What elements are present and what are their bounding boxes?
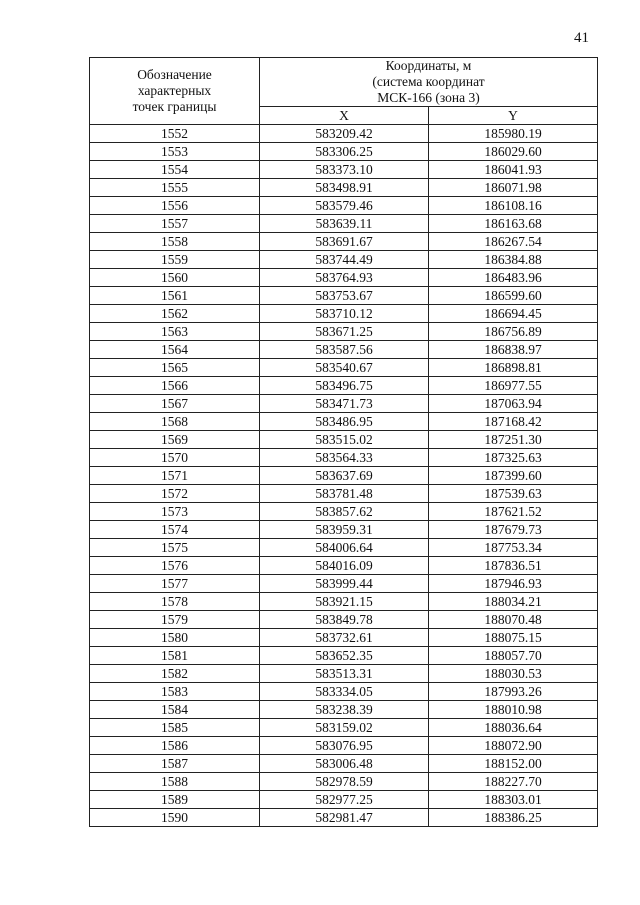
x-coordinate-cell: 583732.61: [260, 629, 429, 647]
x-coordinate-cell: 583849.78: [260, 611, 429, 629]
point-id-cell: 1567: [90, 395, 260, 413]
point-id-cell: 1571: [90, 467, 260, 485]
table-row: [90, 143, 598, 161]
table-row: [90, 467, 598, 485]
x-coordinate-cell: 583579.46: [260, 197, 429, 215]
point-id-cell: 1558: [90, 233, 260, 251]
y-coordinate-cell: 186029.60: [429, 143, 598, 161]
table-row: [90, 539, 598, 557]
table-row: [90, 161, 598, 179]
x-coordinate-cell: 583513.31: [260, 665, 429, 683]
y-coordinate-cell: 187679.73: [429, 521, 598, 539]
table-row: [90, 377, 598, 395]
x-coordinate-cell: 583710.12: [260, 305, 429, 323]
x-coordinate-cell: 583006.48: [260, 755, 429, 773]
header-point-line: Обозначение: [137, 67, 212, 82]
y-coordinate-cell: 188010.98: [429, 701, 598, 719]
table-row: [90, 665, 598, 683]
table-row: [90, 125, 598, 143]
y-coordinate-cell: 186108.16: [429, 197, 598, 215]
point-id-cell: 1553: [90, 143, 260, 161]
point-id-cell: 1579: [90, 611, 260, 629]
table-row: [90, 251, 598, 269]
y-coordinate-cell: 188072.90: [429, 737, 598, 755]
x-coordinate-cell: 583334.05: [260, 683, 429, 701]
table-row: [90, 791, 598, 809]
y-coordinate-cell: 187325.63: [429, 449, 598, 467]
point-id-cell: 1578: [90, 593, 260, 611]
table-row: [90, 593, 598, 611]
x-coordinate-cell: 583639.11: [260, 215, 429, 233]
table-row: [90, 503, 598, 521]
y-coordinate-cell: 187946.93: [429, 575, 598, 593]
x-coordinate-cell: 583498.91: [260, 179, 429, 197]
x-coordinate-cell: 583587.56: [260, 341, 429, 359]
x-coordinate-cell: 583471.73: [260, 395, 429, 413]
x-coordinate-cell: 583671.25: [260, 323, 429, 341]
x-coordinate-cell: 583691.67: [260, 233, 429, 251]
x-coordinate-cell: 583564.33: [260, 449, 429, 467]
y-coordinate-cell: 188075.15: [429, 629, 598, 647]
table-row: [90, 197, 598, 215]
table-row: [90, 305, 598, 323]
x-coordinate-cell: 583306.25: [260, 143, 429, 161]
point-id-cell: 1564: [90, 341, 260, 359]
table-row: [90, 683, 598, 701]
table-row: [90, 359, 598, 377]
point-id-cell: 1589: [90, 791, 260, 809]
y-coordinate-cell: 186898.81: [429, 359, 598, 377]
y-coordinate-cell: 188152.00: [429, 755, 598, 773]
point-id-cell: 1554: [90, 161, 260, 179]
x-coordinate-cell: 583921.15: [260, 593, 429, 611]
x-coordinate-cell: 583999.44: [260, 575, 429, 593]
y-coordinate-cell: 187993.26: [429, 683, 598, 701]
table-row: [90, 179, 598, 197]
point-id-cell: 1582: [90, 665, 260, 683]
point-id-cell: 1588: [90, 773, 260, 791]
point-id-cell: 1569: [90, 431, 260, 449]
y-coordinate-cell: 187621.52: [429, 503, 598, 521]
x-coordinate-cell: 583857.62: [260, 503, 429, 521]
header-point-line: точек границы: [132, 99, 217, 114]
point-id-cell: 1563: [90, 323, 260, 341]
y-coordinate-cell: 188227.70: [429, 773, 598, 791]
point-id-cell: 1559: [90, 251, 260, 269]
table-row: [90, 395, 598, 413]
table-row: [90, 629, 598, 647]
x-coordinate-cell: 583637.69: [260, 467, 429, 485]
table-row: [90, 449, 598, 467]
point-id-cell: 1575: [90, 539, 260, 557]
y-coordinate-cell: 187753.34: [429, 539, 598, 557]
header-group-line: МСК-166 (зона 3): [377, 90, 480, 105]
x-coordinate-cell: 584016.09: [260, 557, 429, 575]
y-coordinate-cell: 186756.89: [429, 323, 598, 341]
header-group-line: Координаты, м: [385, 58, 472, 73]
y-coordinate-cell: 187251.30: [429, 431, 598, 449]
table-row: [90, 701, 598, 719]
y-coordinate-cell: 187168.42: [429, 413, 598, 431]
point-id-cell: 1590: [90, 809, 260, 827]
point-id-cell: 1561: [90, 287, 260, 305]
x-coordinate-cell: 583159.02: [260, 719, 429, 737]
table-body: [90, 125, 598, 827]
header-x: X: [260, 107, 429, 125]
y-coordinate-cell: 186041.93: [429, 161, 598, 179]
y-coordinate-cell: 185980.19: [429, 125, 598, 143]
table-row: [90, 755, 598, 773]
page-number: 41: [574, 30, 589, 46]
table-row: [90, 287, 598, 305]
y-coordinate-cell: 186483.96: [429, 269, 598, 287]
table-row: [90, 413, 598, 431]
y-coordinate-cell: 187836.51: [429, 557, 598, 575]
x-coordinate-cell: 583652.35: [260, 647, 429, 665]
x-coordinate-cell: 583744.49: [260, 251, 429, 269]
table-row: [90, 521, 598, 539]
x-coordinate-cell: 583764.93: [260, 269, 429, 287]
y-coordinate-cell: 187539.63: [429, 485, 598, 503]
point-id-cell: 1587: [90, 755, 260, 773]
table-row: [90, 269, 598, 287]
y-coordinate-cell: 188057.70: [429, 647, 598, 665]
table-row: [90, 575, 598, 593]
x-coordinate-cell: 583076.95: [260, 737, 429, 755]
x-coordinate-cell: 583238.39: [260, 701, 429, 719]
y-coordinate-cell: 186384.88: [429, 251, 598, 269]
header-point-designation: [90, 58, 260, 125]
point-id-cell: 1566: [90, 377, 260, 395]
point-id-cell: 1552: [90, 125, 260, 143]
header-y: Y: [429, 107, 598, 125]
table-row: [90, 341, 598, 359]
point-id-cell: 1574: [90, 521, 260, 539]
y-coordinate-cell: 186163.68: [429, 215, 598, 233]
table-row: [90, 323, 598, 341]
y-coordinate-cell: 186599.60: [429, 287, 598, 305]
header-coordinates-group: [260, 58, 598, 107]
y-coordinate-cell: 188303.01: [429, 791, 598, 809]
table-row: [90, 431, 598, 449]
point-id-cell: 1565: [90, 359, 260, 377]
point-id-cell: 1577: [90, 575, 260, 593]
x-coordinate-cell: 582977.25: [260, 791, 429, 809]
table-row: [90, 773, 598, 791]
table-header: [90, 58, 598, 125]
x-coordinate-cell: 583781.48: [260, 485, 429, 503]
point-id-cell: 1562: [90, 305, 260, 323]
point-id-cell: 1573: [90, 503, 260, 521]
header-row-top: [90, 58, 598, 107]
x-coordinate-cell: 583209.42: [260, 125, 429, 143]
point-id-cell: 1585: [90, 719, 260, 737]
coordinates-table: [89, 57, 598, 827]
table-row: [90, 737, 598, 755]
point-id-cell: 1568: [90, 413, 260, 431]
point-id-cell: 1555: [90, 179, 260, 197]
y-coordinate-cell: 187063.94: [429, 395, 598, 413]
table-row: [90, 485, 598, 503]
y-coordinate-cell: 186838.97: [429, 341, 598, 359]
x-coordinate-cell: 583486.95: [260, 413, 429, 431]
x-coordinate-cell: 583540.67: [260, 359, 429, 377]
table-row: [90, 647, 598, 665]
point-id-cell: 1570: [90, 449, 260, 467]
point-id-cell: 1580: [90, 629, 260, 647]
table-row: [90, 215, 598, 233]
x-coordinate-cell: 583959.31: [260, 521, 429, 539]
y-coordinate-cell: 186694.45: [429, 305, 598, 323]
y-coordinate-cell: 188386.25: [429, 809, 598, 827]
x-coordinate-cell: 583515.02: [260, 431, 429, 449]
x-coordinate-cell: 582981.47: [260, 809, 429, 827]
point-id-cell: 1557: [90, 215, 260, 233]
x-coordinate-cell: 583753.67: [260, 287, 429, 305]
x-coordinate-cell: 582978.59: [260, 773, 429, 791]
table-row: [90, 611, 598, 629]
point-id-cell: 1576: [90, 557, 260, 575]
point-id-cell: 1584: [90, 701, 260, 719]
table-row: [90, 233, 598, 251]
table-row: [90, 719, 598, 737]
x-coordinate-cell: 583373.10: [260, 161, 429, 179]
y-coordinate-cell: 187399.60: [429, 467, 598, 485]
point-id-cell: 1556: [90, 197, 260, 215]
table-row: [90, 557, 598, 575]
point-id-cell: 1583: [90, 683, 260, 701]
header-group-line: (система координат: [372, 74, 485, 89]
y-coordinate-cell: 188070.48: [429, 611, 598, 629]
table-row: [90, 809, 598, 827]
x-coordinate-cell: 584006.64: [260, 539, 429, 557]
y-coordinate-cell: 188030.53: [429, 665, 598, 683]
y-coordinate-cell: 188036.64: [429, 719, 598, 737]
y-coordinate-cell: 186267.54: [429, 233, 598, 251]
point-id-cell: 1572: [90, 485, 260, 503]
point-id-cell: 1560: [90, 269, 260, 287]
y-coordinate-cell: 186977.55: [429, 377, 598, 395]
header-point-line: характерных: [137, 83, 212, 98]
y-coordinate-cell: 186071.98: [429, 179, 598, 197]
point-id-cell: 1586: [90, 737, 260, 755]
y-coordinate-cell: 188034.21: [429, 593, 598, 611]
point-id-cell: 1581: [90, 647, 260, 665]
x-coordinate-cell: 583496.75: [260, 377, 429, 395]
